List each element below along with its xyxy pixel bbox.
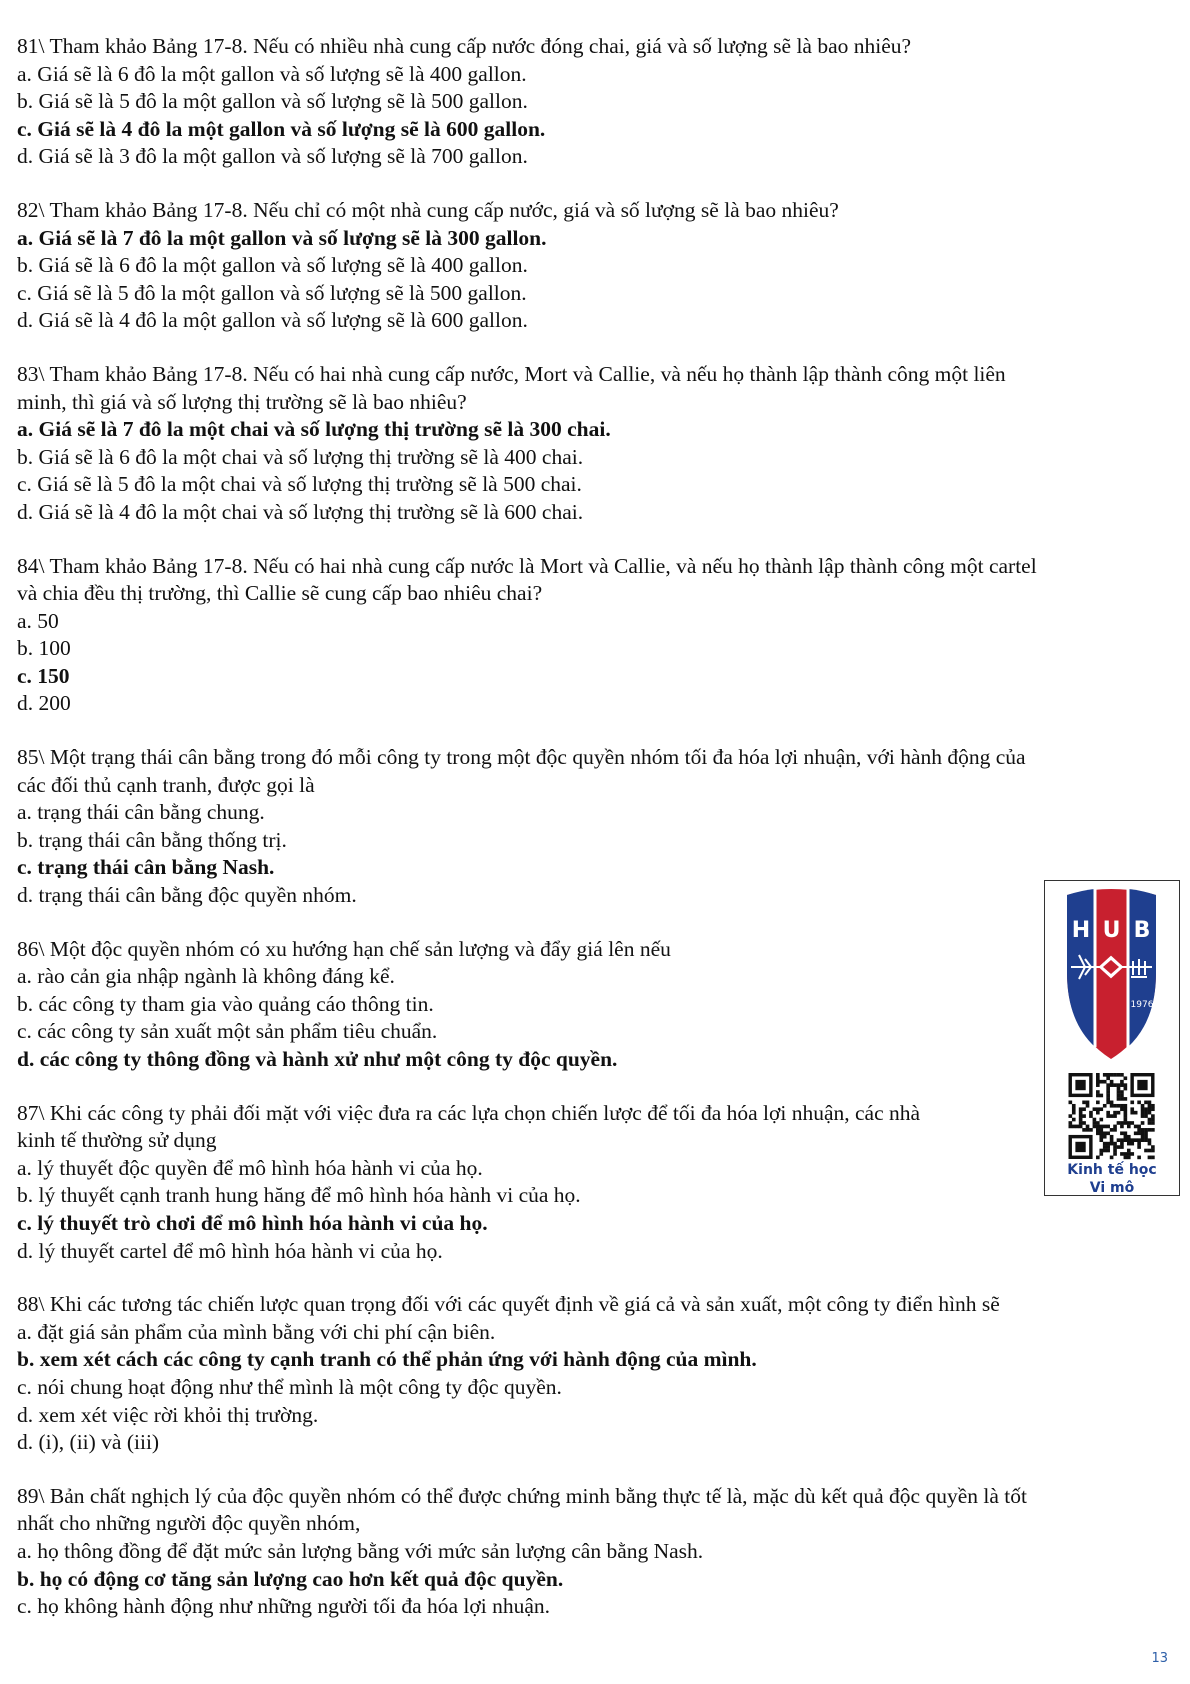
shield-year: 1976 — [1130, 1000, 1154, 1010]
answer-option-correct: a. Giá sẽ là 7 đô la một chai và số lượng thị trường sẽ là 300 chai. — [17, 417, 611, 442]
answer-option: c. Giá sẽ là 5 đô la một chai và số lượng thị trường sẽ là 500 chai. — [17, 472, 582, 497]
question-block — [17, 744, 1167, 910]
answer-option: a. trạng thái cân bằng chung. — [17, 800, 265, 825]
badge-label-line2: Vi mô — [1089, 1180, 1135, 1196]
answer-option: c. họ không hành động như những người tối đa hóa lợi nhuận. — [17, 1594, 551, 1619]
answer-option: b. Giá sẽ là 6 đô la một gallon và số lượng sẽ là 400 gallon. — [17, 253, 528, 278]
answer-option: b. Giá sẽ là 6 đô la một chai và số lượng thị trường sẽ là 400 chai. — [17, 444, 584, 469]
answer-option: d. lý thuyết cartel để mô hình hóa hành vi của họ. — [17, 1238, 443, 1263]
answer-option: a. lý thuyết độc quyền để mô hình hóa hành vi của họ. — [17, 1155, 483, 1180]
answer-option: c. nói chung hoạt động như thể mình là một công ty độc quyền. — [17, 1374, 562, 1399]
question-stem-line: 86\ Một độc quyền nhóm có xu hướng hạn chế sản lượng và đẩy giá lên nếu — [17, 936, 671, 961]
university-shield-logo — [1045, 881, 1178, 1071]
shield-letter-u: U — [1102, 918, 1121, 943]
answer-option-correct: a. Giá sẽ là 7 đô la một gallon và số lượng sẽ là 300 gallon. — [17, 225, 547, 250]
answer-option: d. xem xét việc rời khỏi thị trường. — [17, 1402, 319, 1427]
answer-option: b. 100 — [17, 636, 71, 661]
question-list — [17, 33, 1167, 1647]
question-stem-line: 83\ Tham khảo Bảng 17-8. Nếu có hai nhà cung cấp nước, Mort và Callie, và nếu họ thành lập thành công một liên — [17, 361, 1006, 386]
answer-option: b. trạng thái cân bằng thống trị. — [17, 827, 287, 852]
answer-option-correct: c. lý thuyết trò chơi để mô hình hóa hành vi của họ. — [17, 1210, 488, 1235]
answer-option-correct: d. các công ty thông đồng và hành xử như một công ty độc quyền. — [17, 1047, 618, 1071]
question-block — [17, 936, 1167, 1074]
question-stem-line: 82\ Tham khảo Bảng 17-8. Nếu chỉ có một nhà cung cấp nước, giá và số lượng sẽ là bao nhiêu? — [17, 197, 839, 222]
answer-option: a. 50 — [17, 608, 59, 633]
answer-option: d. Giá sẽ là 3 đô la một gallon và số lượng sẽ là 700 gallon. — [17, 144, 528, 169]
answer-option: b. các công ty tham gia vào quảng cáo thông tin. — [17, 991, 434, 1016]
question-stem-line: và chia đều thị trường, thì Callie sẽ cung cấp bao nhiêu chai? — [17, 581, 543, 606]
question-stem-line: kinh tế thường sử dụng — [17, 1128, 217, 1153]
answer-option: c. các công ty sản xuất một sản phẩm tiêu chuẩn. — [17, 1019, 438, 1044]
shield-letter-h: H — [1071, 918, 1091, 943]
answer-option-correct: c. Giá sẽ là 4 đô la một gallon và số lượng sẽ là 600 gallon. — [17, 116, 546, 141]
answer-option: a. họ thông đồng để đặt mức sản lượng bằng với mức sản lượng cân bằng Nash. — [17, 1538, 704, 1563]
question-block — [17, 1100, 1167, 1266]
answer-option: d. (i), (ii) và (iii) — [17, 1430, 160, 1455]
answer-option: c. Giá sẽ là 5 đô la một gallon và số lượng sẽ là 500 gallon. — [17, 280, 527, 305]
question-stem-line: 85\ Một trạng thái cân bằng trong đó mỗi công ty trong một độc quyền nhóm tối đa hóa lợi nhuận, với hành động của — [17, 745, 1026, 770]
answer-option-correct: b. xem xét cách các công ty cạnh tranh có thể phản ứng với hành động của mình. — [17, 1347, 757, 1372]
answer-option: a. rào cản gia nhập ngành là không đáng kể. — [17, 964, 395, 989]
shield-letter-b: B — [1133, 918, 1151, 943]
question-block — [17, 197, 1167, 335]
answer-option: b. lý thuyết cạnh tranh hung hăng để mô hình hóa hành vi của họ. — [17, 1183, 581, 1208]
question-block — [17, 1291, 1167, 1457]
page-number: 13 — [1151, 1651, 1168, 1666]
question-block — [17, 553, 1167, 719]
question-block — [17, 33, 1167, 171]
qr-code-icon — [1045, 1071, 1178, 1161]
question-stem-line: nhất cho những người độc quyền nhóm, — [17, 1511, 361, 1536]
answer-option: b. Giá sẽ là 5 đô la một gallon và số lượng sẽ là 500 gallon. — [17, 89, 528, 114]
question-stem-line: các đối thủ cạnh tranh, được gọi là — [17, 772, 315, 797]
answer-option-correct: b. họ có động cơ tăng sản lượng cao hơn kết quả độc quyền. — [17, 1566, 564, 1591]
question-stem-line: 84\ Tham khảo Bảng 17-8. Nếu có hai nhà cung cấp nước là Mort và Callie, và nếu họ thành lập thành công một cartel — [17, 553, 1037, 578]
answer-option: a. đặt giá sản phẩm của mình bằng với chi phí cận biên. — [17, 1319, 496, 1344]
question-block — [17, 1483, 1167, 1621]
badge-label-line1: Kinh tế học — [1067, 1162, 1157, 1178]
answer-option: d. trạng thái cân bằng độc quyền nhóm. — [17, 883, 357, 908]
answer-option: d. 200 — [17, 691, 71, 716]
answer-option: a. Giá sẽ là 6 đô la một gallon và số lượng sẽ là 400 gallon. — [17, 61, 527, 86]
question-stem-line: 89\ Bản chất nghịch lý của độc quyền nhóm có thể được chứng minh bằng thực tế là, mặc dù kết quả độc quyền là tốt — [17, 1483, 1027, 1508]
question-stem-line: 87\ Khi các công ty phải đối mặt với việc đưa ra các lựa chọn chiến lược để tối đa hóa lợi nhuận, các nhà — [17, 1100, 921, 1125]
answer-option: d. Giá sẽ là 4 đô la một gallon và số lượng sẽ là 600 gallon. — [17, 308, 528, 333]
question-block — [17, 361, 1167, 527]
logo-badge — [1044, 880, 1180, 1196]
answer-option-correct: c. trạng thái cân bằng Nash. — [17, 855, 275, 880]
question-stem-line: 81\ Tham khảo Bảng 17-8. Nếu có nhiều nhà cung cấp nước đóng chai, giá và số lượng sẽ là bao nhiêu? — [17, 34, 912, 58]
answer-option: d. Giá sẽ là 4 đô la một chai và số lượng thị trường sẽ là 600 chai. — [17, 499, 584, 524]
question-stem-line: 88\ Khi các tương tác chiến lược quan trọng đối với các quyết định về giá cả và sản xuất, một công ty điển hình sẽ — [17, 1292, 1000, 1317]
question-stem-line: minh, thì giá và số lượng thị trường sẽ là bao nhiêu? — [17, 389, 467, 414]
answer-option-correct: c. 150 — [17, 663, 70, 688]
